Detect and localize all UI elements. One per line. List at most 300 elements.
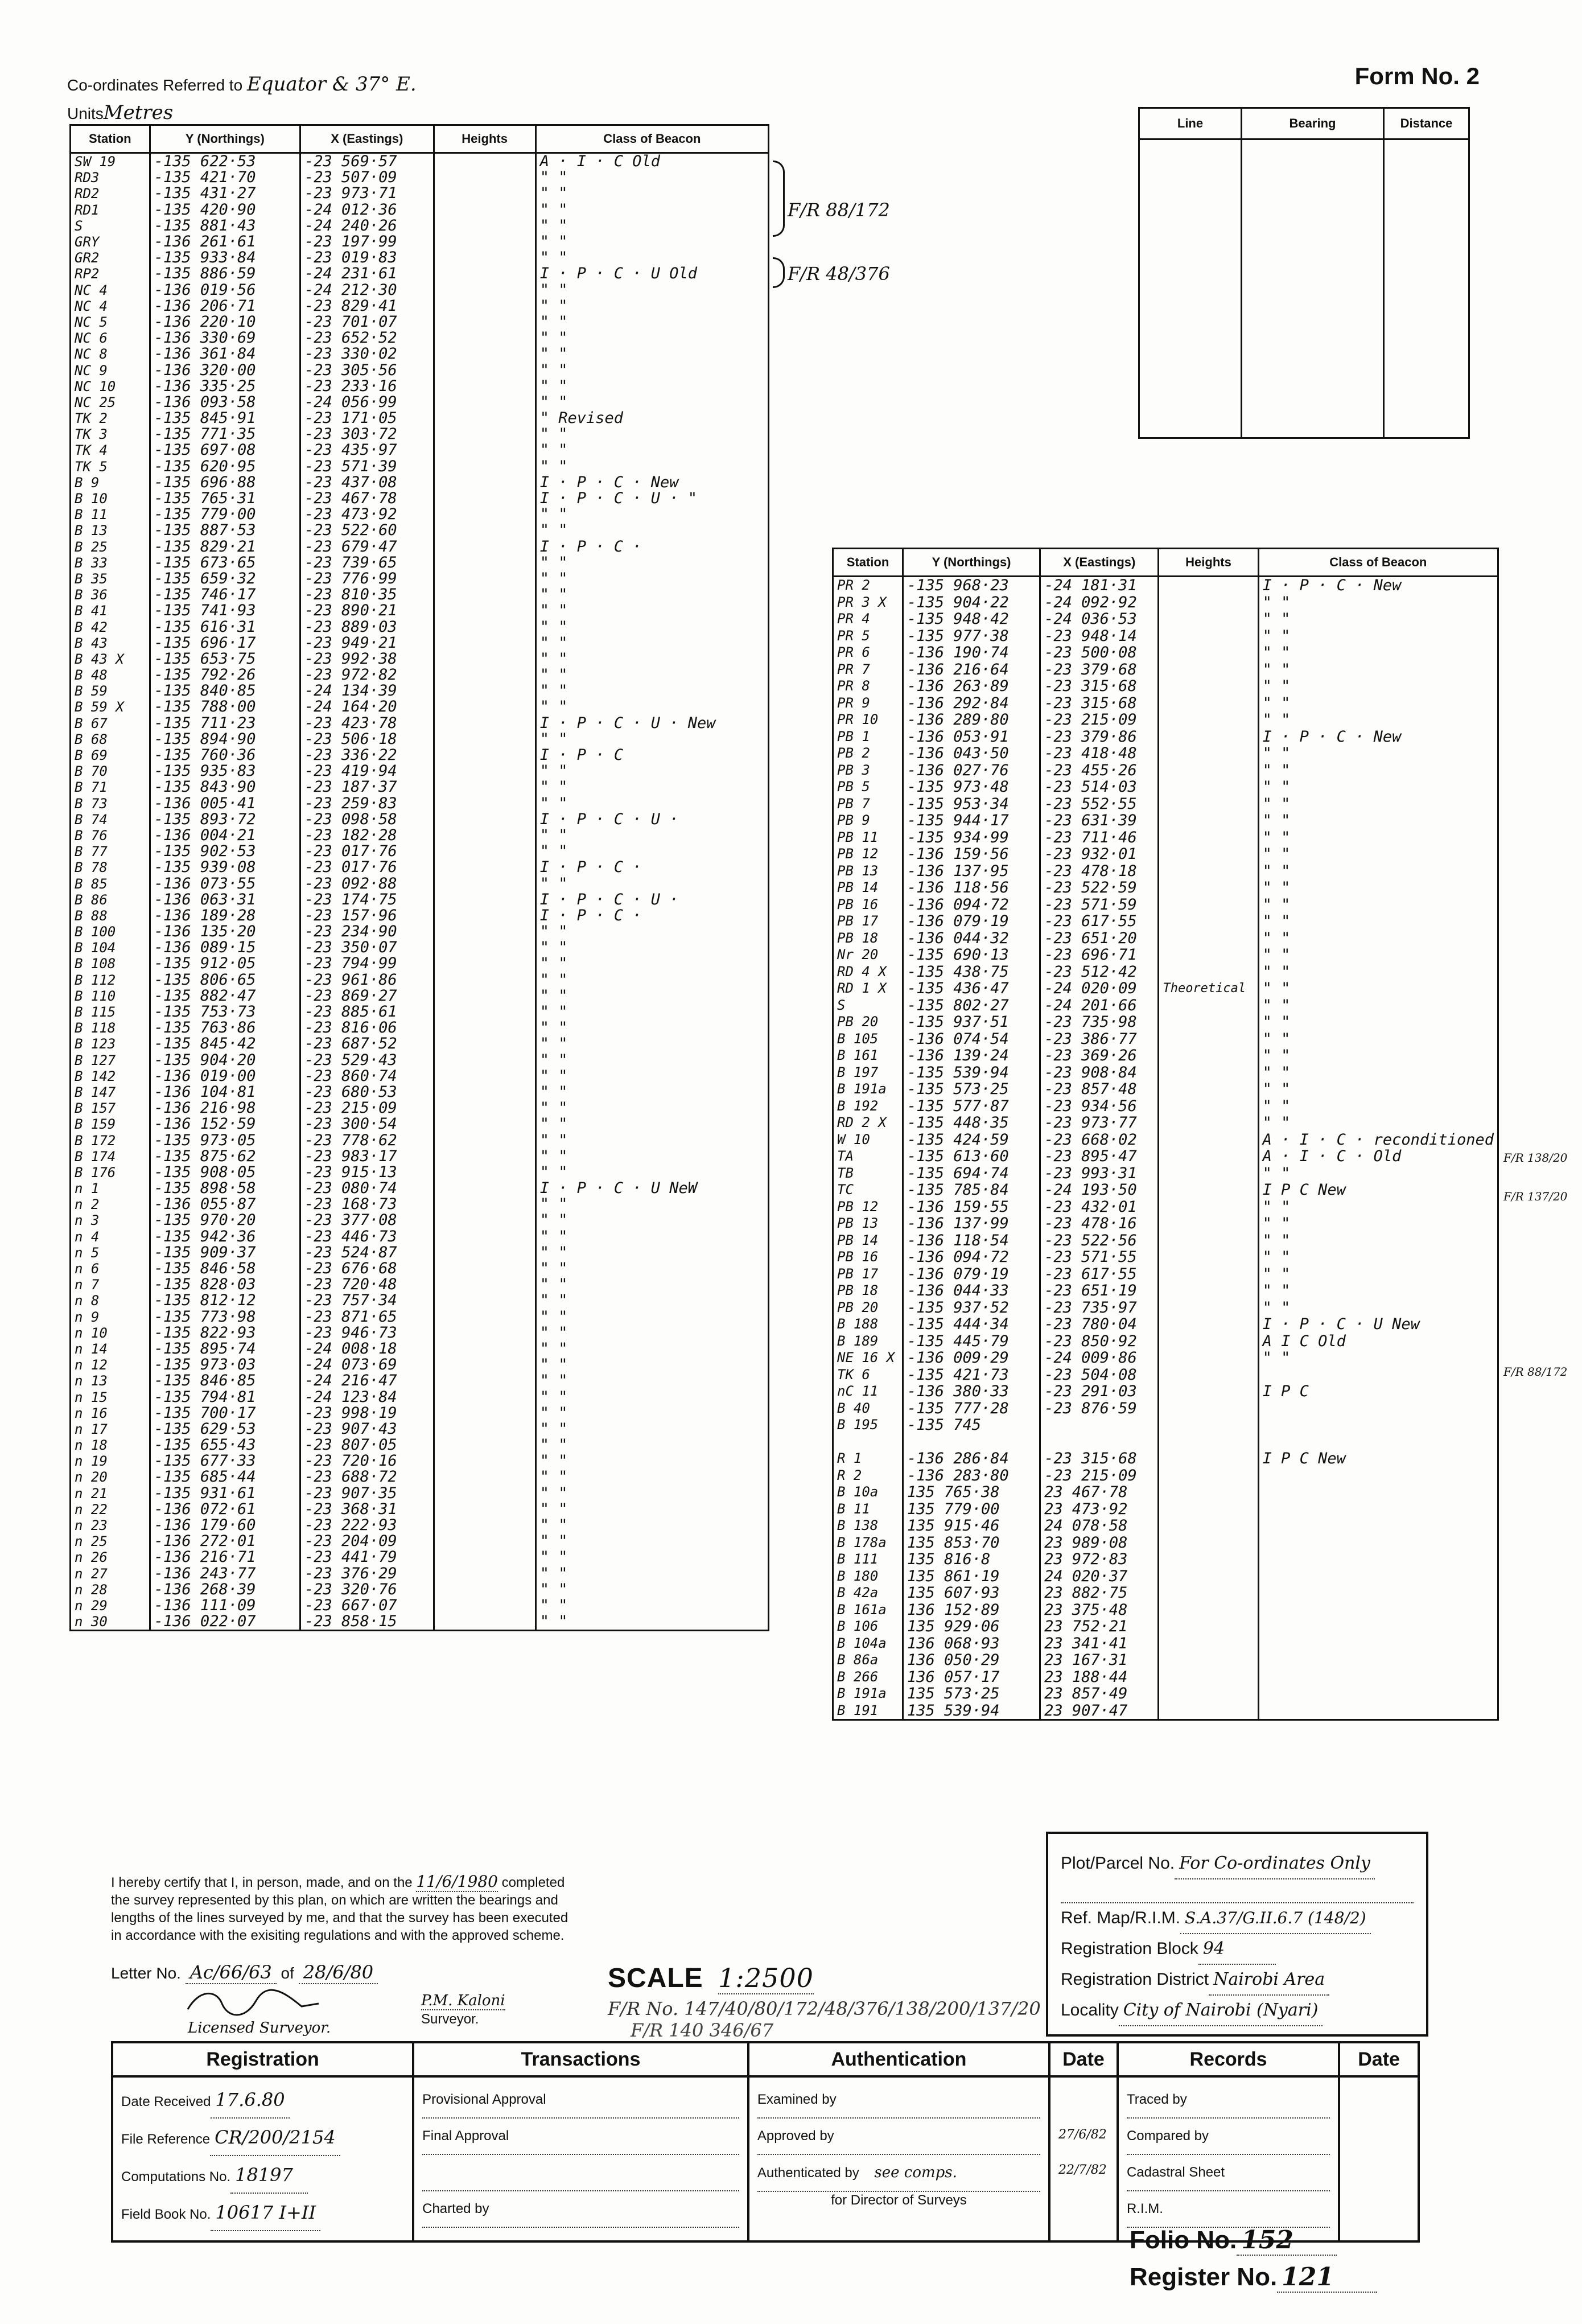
table-row xyxy=(71,875,769,891)
cell-beacon: " " xyxy=(535,1196,768,1212)
cell-heights xyxy=(434,1486,535,1502)
left-col-header: X (Eastings) xyxy=(300,125,434,153)
cell-heights xyxy=(434,635,535,651)
cell-station: TC xyxy=(833,1182,903,1199)
cell-station: RD 1 X xyxy=(833,980,903,997)
traced-by-row: Traced by xyxy=(1127,2082,1330,2119)
ref-map-value: S.A.37/G.II.6.7 (148/2) xyxy=(1180,1903,1371,1934)
cell-x: 23 907·47 xyxy=(1040,1702,1159,1720)
table-row xyxy=(71,1293,769,1309)
cell-y: -135 908·05 xyxy=(150,1165,300,1180)
cell-y: -136 152·59 xyxy=(150,1116,300,1132)
cell-heights xyxy=(434,892,535,908)
cell-x: -23 386·77 xyxy=(1040,1031,1159,1048)
left-col-header: Station xyxy=(71,125,150,153)
cell-station: PR 5 xyxy=(833,628,903,645)
cell-beacon: I · P · C · New xyxy=(535,475,768,491)
cell-y: -136 220·10 xyxy=(150,314,300,330)
cell-beacon: " " xyxy=(535,218,768,234)
cell-x: -24 231·61 xyxy=(300,266,434,282)
table-row xyxy=(71,1357,769,1373)
cell-y: -135 431·27 xyxy=(150,186,300,201)
table-row xyxy=(833,980,1498,997)
cell-station: B 172 xyxy=(71,1132,150,1148)
cell-x: -23 992·38 xyxy=(300,651,434,667)
cell-heights xyxy=(434,426,535,442)
cell-y: -135 898·58 xyxy=(150,1180,300,1196)
table-row xyxy=(71,699,769,715)
cell-station: PB 13 xyxy=(833,863,903,880)
cell-station: n 10 xyxy=(71,1325,150,1341)
cell-y: 135 573·25 xyxy=(903,1685,1040,1702)
cell-station: n 30 xyxy=(71,1614,150,1631)
cell-x: -23 667·07 xyxy=(300,1598,434,1614)
cell-station: B 10a xyxy=(833,1484,903,1501)
cell-beacon: " " xyxy=(1258,1114,1498,1132)
cell-h xyxy=(1159,1047,1258,1064)
cell-station: B 33 xyxy=(71,555,150,571)
cell-station: PB 17 xyxy=(833,913,903,930)
table-row xyxy=(833,1199,1498,1216)
cell-beacon: " " xyxy=(535,1132,768,1148)
cell-heights xyxy=(434,410,535,426)
cell-station: B 10 xyxy=(71,491,150,507)
cell-y: -135 577·87 xyxy=(903,1098,1040,1115)
cell-station: B 104 xyxy=(71,940,150,956)
cell-heights xyxy=(434,1309,535,1325)
table-row xyxy=(833,1702,1498,1720)
cell-station: B 59 xyxy=(71,683,150,699)
locality-row: Locality City of Nairobi (Nyari) xyxy=(1061,1996,1414,2026)
cell-station: RP2 xyxy=(71,266,150,282)
cell-y: -136 019·56 xyxy=(150,282,300,298)
cell-x: -23 377·08 xyxy=(300,1212,434,1228)
table-row xyxy=(71,507,769,523)
cell-h xyxy=(1159,1501,1258,1518)
cell-beacon: " " xyxy=(535,1277,768,1293)
cell-x: -23 571·55 xyxy=(1040,1249,1159,1266)
cell-h xyxy=(1159,644,1258,661)
cell-heights xyxy=(434,1261,535,1277)
cell-heights xyxy=(434,1405,535,1421)
cell-h xyxy=(1159,1450,1258,1467)
cell-x: -23 473·92 xyxy=(300,507,434,523)
cell-beacon xyxy=(1258,1417,1498,1434)
cell-y: -135 904·20 xyxy=(150,1052,300,1068)
cell-beacon: " " xyxy=(535,924,768,940)
table-row xyxy=(71,812,769,828)
cell-y: -135 904·22 xyxy=(903,594,1040,611)
cell-y: -136 261·61 xyxy=(150,234,300,250)
cell-station: B 11 xyxy=(71,507,150,523)
cell-y: -136 216·64 xyxy=(903,661,1040,678)
cell-beacon: " " xyxy=(535,426,768,442)
table-row xyxy=(833,1064,1498,1081)
cell-x: -24 240·26 xyxy=(300,218,434,234)
cell-x: -23 423·78 xyxy=(300,715,434,731)
cell-station: PB 9 xyxy=(833,812,903,829)
cell-station: B 25 xyxy=(71,539,150,555)
cell-y: -135 812·12 xyxy=(150,1293,300,1309)
cell-station: B 73 xyxy=(71,796,150,812)
table-row xyxy=(71,1469,769,1485)
cell-beacon: " " xyxy=(535,731,768,747)
cell-beacon: " " xyxy=(535,1517,768,1533)
table-row xyxy=(71,1421,769,1437)
table-row xyxy=(833,863,1498,880)
cell-x: -23 907·35 xyxy=(300,1486,434,1502)
cell-y: -136 019·00 xyxy=(150,1068,300,1084)
cell-y: -136 216·98 xyxy=(150,1100,300,1116)
table-row xyxy=(71,1549,769,1565)
cell-h xyxy=(1159,661,1258,678)
cell-beacon xyxy=(1258,1535,1498,1552)
table-row xyxy=(71,555,769,571)
cell-x: -23 949·21 xyxy=(300,635,434,651)
cell-y: -135 822·93 xyxy=(150,1325,300,1341)
cell-y: 135 929·06 xyxy=(903,1618,1040,1635)
table-row xyxy=(71,1437,769,1453)
date-received-value: 17.6.80 xyxy=(211,2082,289,2119)
right-col-header: Class of Beacon xyxy=(1258,549,1498,577)
compared-by-row: Compared by xyxy=(1127,2119,1330,2155)
table-row xyxy=(71,779,769,795)
cell-y: -135 902·53 xyxy=(150,844,300,859)
cell-station: PB 18 xyxy=(833,930,903,947)
cell-x: -24 134·39 xyxy=(300,683,434,699)
cell-beacon: " " xyxy=(535,1293,768,1309)
cell-y: 135 539·94 xyxy=(903,1702,1040,1720)
cell-x: -23 720·48 xyxy=(300,1277,434,1293)
cell-x: -24 212·30 xyxy=(300,282,434,298)
cell-station: PR 7 xyxy=(833,661,903,678)
cell-h xyxy=(1159,1635,1258,1652)
cell-y: -135 942·36 xyxy=(150,1229,300,1245)
approved-date: 27/6/82 xyxy=(1058,2128,1107,2142)
table-row xyxy=(71,1373,769,1389)
table-row xyxy=(71,1517,769,1533)
cell-y: -136 159·55 xyxy=(903,1199,1040,1216)
table-row xyxy=(71,282,769,298)
cell-x: -23 478·16 xyxy=(1040,1215,1159,1232)
cell-x: -24 123·84 xyxy=(300,1389,434,1405)
cell-beacon: " " xyxy=(1258,812,1498,829)
table-row xyxy=(833,1299,1498,1317)
cell-x: -23 885·61 xyxy=(300,1004,434,1020)
cell-x: -24 201·66 xyxy=(1040,997,1159,1014)
cell-heights xyxy=(434,812,535,828)
cell-h xyxy=(1159,577,1258,594)
cell-y: -135 573·25 xyxy=(903,1081,1040,1098)
cell-y: -135 741·93 xyxy=(150,603,300,619)
cell-h xyxy=(1159,1551,1258,1568)
cell-station: B 86 xyxy=(71,892,150,908)
table-row xyxy=(833,1551,1498,1568)
table-row xyxy=(71,619,769,635)
cell-x xyxy=(1040,1417,1159,1434)
date-header: Date xyxy=(1049,2042,1118,2076)
cell-beacon: " " xyxy=(535,571,768,587)
table-row xyxy=(71,908,769,924)
cell-y: -136 268·39 xyxy=(150,1582,300,1598)
cell-x: -24 012·36 xyxy=(300,202,434,218)
cell-y: -136 094·72 xyxy=(903,896,1040,914)
cell-beacon: " " xyxy=(1258,779,1498,796)
cell-beacon: " " xyxy=(1258,1299,1498,1317)
cell-y: -135 659·32 xyxy=(150,571,300,587)
authenticated-date: 22/7/82 xyxy=(1058,2163,1107,2177)
table-row xyxy=(71,571,769,587)
cell-y: -135 828·03 xyxy=(150,1277,300,1293)
cell-y: -135 968·23 xyxy=(903,577,1040,594)
cell-station: B 43 xyxy=(71,635,150,651)
cell-y: -135 700·17 xyxy=(150,1405,300,1421)
table-row xyxy=(833,1467,1498,1484)
table-row xyxy=(71,1149,769,1165)
cell-station: RD 2 X xyxy=(833,1114,903,1132)
registration-district-row: Registration District Nairobi Area xyxy=(1061,1965,1414,1996)
registration-header: Registration xyxy=(112,2042,413,2076)
table-row xyxy=(833,1618,1498,1635)
cell-beacon: I · P · C · xyxy=(535,539,768,555)
cell-heights xyxy=(434,1517,535,1533)
cell-h xyxy=(1159,829,1258,846)
cell-x: -23 807·05 xyxy=(300,1437,434,1453)
cell-h xyxy=(1159,1585,1258,1602)
cell-beacon: " " xyxy=(1258,913,1498,930)
cell-beacon: " " xyxy=(1258,1014,1498,1031)
cell-h xyxy=(1159,1114,1258,1132)
cell-beacon: I P C New xyxy=(1258,1450,1498,1467)
cell-heights xyxy=(434,828,535,844)
table-row xyxy=(71,1052,769,1068)
cell-x: -23 315·68 xyxy=(1040,678,1159,695)
cell-beacon: " " xyxy=(535,1598,768,1614)
cell-beacon: " " xyxy=(535,844,768,859)
right-col-header: Heights xyxy=(1159,549,1258,577)
cell-y: -136 053·91 xyxy=(903,729,1040,746)
table-row xyxy=(71,1325,769,1341)
cell-y: -136 027·76 xyxy=(903,762,1040,779)
cell-y: -135 937·52 xyxy=(903,1299,1040,1317)
cell-x: -23 687·52 xyxy=(300,1036,434,1052)
cell-h xyxy=(1159,1232,1258,1249)
cell-y: 135 915·46 xyxy=(903,1517,1040,1535)
cell-beacon xyxy=(1258,1551,1498,1568)
cell-x xyxy=(1040,1434,1159,1451)
cell-x: -23 291·03 xyxy=(1040,1383,1159,1400)
table-row xyxy=(71,1598,769,1614)
coordinates-reference: Co-ordinates Referred to Equator & 37° E. xyxy=(67,73,417,96)
cell-station: B 191a xyxy=(833,1081,903,1098)
table-row xyxy=(71,346,769,362)
cell-y: -135 677·33 xyxy=(150,1453,300,1469)
cell-station: TK 2 xyxy=(71,410,150,426)
cell-station: n 2 xyxy=(71,1196,150,1212)
cell-beacon: " " xyxy=(535,763,768,779)
left-coordinate-table xyxy=(69,124,769,1631)
cell-beacon: " " xyxy=(535,1325,768,1341)
cell-y: -135 973·48 xyxy=(903,779,1040,796)
table-row xyxy=(833,1585,1498,1602)
cell-beacon: " " xyxy=(535,523,768,538)
cell-heights xyxy=(434,298,535,314)
cell-y: -135 444·34 xyxy=(903,1316,1040,1333)
letter-number-row: Letter No. Ac/66/63 of 28/6/80 xyxy=(111,1961,378,1984)
cell-beacon: " " xyxy=(1258,661,1498,678)
fr-references: F/R No. 147/40/80/172/48/376/138/200/137/20 xyxy=(608,1998,1041,2019)
cell-x: -23 432·01 xyxy=(1040,1199,1159,1216)
table-row xyxy=(71,715,769,731)
cell-station: B 197 xyxy=(833,1064,903,1081)
cell-x: -23 182·28 xyxy=(300,828,434,844)
cell-station: PB 14 xyxy=(833,1232,903,1249)
cell-y: -135 953·34 xyxy=(903,796,1040,813)
cell-station: NC 5 xyxy=(71,314,150,330)
cell-x: -23 514·03 xyxy=(1040,779,1159,796)
cell-y: -135 773·98 xyxy=(150,1309,300,1325)
cell-y: -135 613·60 xyxy=(903,1148,1040,1165)
cell-h xyxy=(1159,678,1258,695)
table-row xyxy=(71,298,769,314)
cell-heights xyxy=(434,507,535,523)
cell-y: -135 690·13 xyxy=(903,947,1040,964)
line-cell xyxy=(1139,139,1242,438)
cell-heights xyxy=(434,1357,535,1373)
cell-h xyxy=(1159,1535,1258,1552)
table-row xyxy=(71,683,769,699)
cell-heights xyxy=(434,1036,535,1052)
cell-beacon xyxy=(1258,1602,1498,1619)
cell-station: B 59 X xyxy=(71,699,150,715)
cell-station: B 112 xyxy=(71,972,150,988)
cell-h xyxy=(1159,1467,1258,1484)
cell-beacon: " " xyxy=(1258,863,1498,880)
table-row xyxy=(833,896,1498,914)
cell-heights xyxy=(434,1052,535,1068)
table-row xyxy=(71,475,769,491)
table-row xyxy=(71,1277,769,1293)
cell-h xyxy=(1159,1182,1258,1199)
cell-y: -135 711·23 xyxy=(150,715,300,731)
cell-x: -23 651·19 xyxy=(1040,1282,1159,1299)
cell-y: -135 622·53 xyxy=(150,153,300,170)
cell-station: B 147 xyxy=(71,1084,150,1100)
cell-beacon: " " xyxy=(1258,1266,1498,1283)
cell-station: B 266 xyxy=(833,1669,903,1686)
cell-y: -136 179·60 xyxy=(150,1517,300,1533)
cell-h xyxy=(1159,1031,1258,1048)
cell-x: -23 973·71 xyxy=(300,186,434,201)
cell-x: -23 735·97 xyxy=(1040,1299,1159,1317)
cell-y: -136 289·80 xyxy=(903,711,1040,729)
cell-station: n 22 xyxy=(71,1502,150,1517)
table-row xyxy=(833,1501,1498,1518)
cell-y: -136 094·72 xyxy=(903,1249,1040,1266)
cell-station: B 13 xyxy=(71,523,150,538)
cell-y: -136 004·21 xyxy=(150,828,300,844)
cell-h xyxy=(1159,1602,1258,1619)
cell-y: -136 055·87 xyxy=(150,1196,300,1212)
cell-heights xyxy=(434,170,535,186)
table-row xyxy=(833,628,1498,645)
table-row xyxy=(71,1165,769,1180)
right-annotation-2: F/R 137/20 xyxy=(1503,1190,1568,1203)
cell-y: -136 283·80 xyxy=(903,1467,1040,1484)
cell-y: -135 794·81 xyxy=(150,1389,300,1405)
table-row xyxy=(833,1114,1498,1132)
cell-beacon: " " xyxy=(535,683,768,699)
cell-x: -23 829·41 xyxy=(300,298,434,314)
cell-beacon: " " xyxy=(535,1421,768,1437)
cell-station: R 1 xyxy=(833,1450,903,1467)
cell-h xyxy=(1159,796,1258,813)
cell-beacon: " " xyxy=(1258,1098,1498,1115)
cell-beacon: " " xyxy=(535,587,768,603)
cell-station: PB 14 xyxy=(833,879,903,896)
table-row xyxy=(71,1229,769,1245)
cell-x: -23 098·58 xyxy=(300,812,434,828)
cell-station: B 78 xyxy=(71,859,150,875)
cell-x: -23 455·26 xyxy=(1040,762,1159,779)
cell-station: PB 7 xyxy=(833,796,903,813)
cell-x: -23 907·43 xyxy=(300,1421,434,1437)
cell-x: -23 696·71 xyxy=(1040,947,1159,964)
cell-station: B 74 xyxy=(71,812,150,828)
line-header: Line xyxy=(1139,108,1242,139)
cell-x: 23 857·49 xyxy=(1040,1685,1159,1702)
cell-x: -24 008·18 xyxy=(300,1341,434,1357)
cell-station: PB 3 xyxy=(833,762,903,779)
cell-y: -136 118·56 xyxy=(903,879,1040,896)
cell-heights xyxy=(434,1293,535,1309)
table-row xyxy=(833,594,1498,611)
table-row xyxy=(71,940,769,956)
cell-y: -136 093·58 xyxy=(150,394,300,410)
table-row xyxy=(833,729,1498,746)
table-row xyxy=(71,170,769,186)
cell-x: -24 056·99 xyxy=(300,394,434,410)
cell-x: -23 895·47 xyxy=(1040,1148,1159,1165)
cell-beacon: " " xyxy=(535,1245,768,1261)
cell-x: -23 961·86 xyxy=(300,972,434,988)
table-row xyxy=(71,314,769,330)
cell-y: -135 933·84 xyxy=(150,250,300,266)
cell-x: -23 739·65 xyxy=(300,555,434,571)
cell-heights xyxy=(434,1389,535,1405)
cell-x: -23 850·92 xyxy=(1040,1333,1159,1350)
cell-heights xyxy=(434,1453,535,1469)
cell-y: -135 937·51 xyxy=(903,1014,1040,1031)
form-number: Form No. 2 xyxy=(1354,63,1480,89)
plot-parcel-row: Plot/Parcel No. For Co-ordinates Only xyxy=(1061,1849,1414,1879)
cell-beacon xyxy=(1258,1568,1498,1585)
cell-station xyxy=(833,1434,903,1451)
locality-value: City of Nairobi (Nyari) xyxy=(1119,1996,1323,2026)
cell-x: -23 419·94 xyxy=(300,763,434,779)
authentication-header: Authentication xyxy=(748,2042,1049,2076)
cell-x: -24 009·86 xyxy=(1040,1350,1159,1367)
cell-y: -135 696·88 xyxy=(150,475,300,491)
table-row xyxy=(71,1196,769,1212)
cell-beacon: " " xyxy=(1258,1249,1498,1266)
table-row xyxy=(71,442,769,458)
cell-x: -23 794·99 xyxy=(300,956,434,972)
table-row xyxy=(833,1535,1498,1552)
cell-station: NC 9 xyxy=(71,362,150,378)
cell-x: -23 857·48 xyxy=(1040,1081,1159,1098)
cell-heights xyxy=(434,379,535,394)
